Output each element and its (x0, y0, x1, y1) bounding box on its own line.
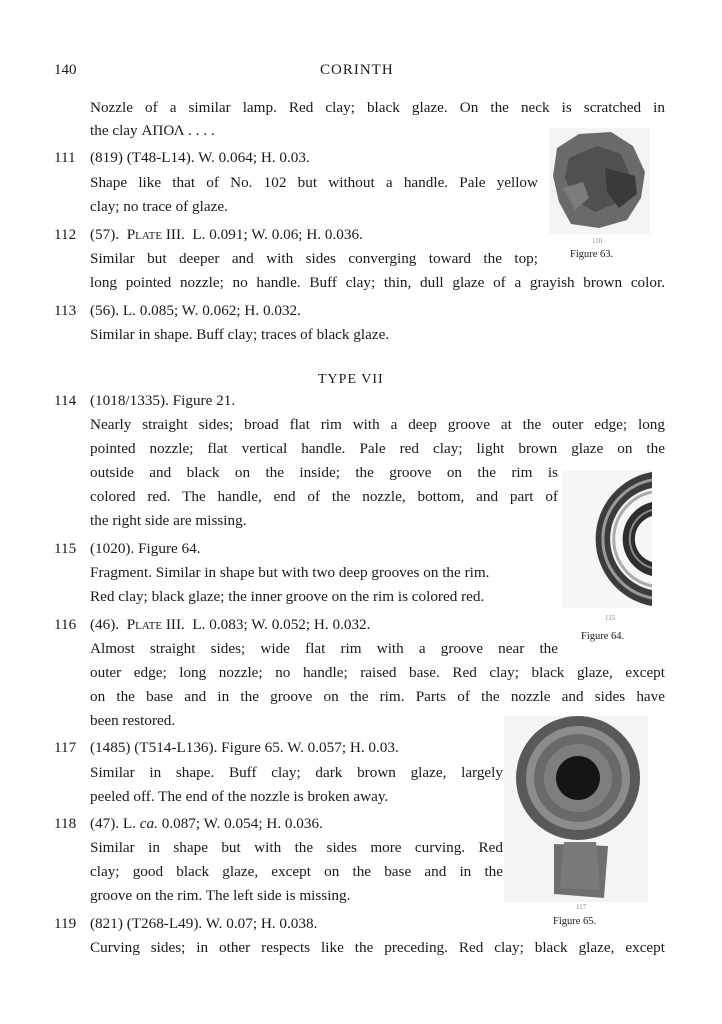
entry-number: 111 (54, 149, 76, 166)
entry-number: 112 (54, 226, 77, 243)
entry-line: long pointed nozzle; no handle. Buff clay; thin, dull glaze of a grayish brown color. (90, 274, 665, 291)
entry-line: pointed nozzle; flat vertical handle. Pale red clay; light brown glaze on the (90, 440, 665, 457)
entry-line: Almost straight sides; wide flat rim with a groove near the (90, 640, 558, 657)
figure-64-number: 115 (605, 614, 616, 622)
figure-63-number: 110 (592, 237, 603, 245)
entry-heading: (819) (T48-L14). W. 0.064; H. 0.03. (90, 149, 310, 166)
entry-line: clay; no trace of glaze. (90, 198, 228, 215)
entry-number: 116 (54, 616, 77, 633)
entry-line: Shape like that of No. 102 but without a handle. Pale yellow (90, 174, 538, 191)
entry-heading: (57). Plate III. L. 0.091; W. 0.06; H. 0.036. (90, 226, 363, 243)
figure-65-photo (504, 716, 648, 902)
entry-heading: (46). Plate III. L. 0.083; W. 0.052; H. 0.032. (90, 616, 371, 633)
entry-number: 113 (54, 302, 77, 319)
section-heading: TYPE VII (318, 372, 384, 387)
figure-64-caption: Figure 64. (581, 631, 625, 642)
entry-line: outer edge; long nozzle; no handle; raised base. Red clay; black glaze, except (90, 664, 665, 681)
entry-line: groove on the rim. The left side is missing. (90, 887, 351, 904)
entry-line: Red clay; black glaze; the inner groove on the rim is colored red. (90, 588, 485, 605)
entry-number: 118 (54, 815, 77, 832)
entry-line: Fragment. Similar in shape but with two deep grooves on the rim. (90, 564, 490, 581)
entry-line: Curving sides; in other respects like the preceding. Red clay; black glaze, except (90, 939, 665, 956)
entry-line: been restored. (90, 712, 176, 729)
entry-number: 117 (54, 739, 77, 756)
entry-number: 119 (54, 915, 77, 932)
entry-line: on the base and in the groove on the rim. Parts of the nozzle and sides have (90, 688, 665, 705)
entry-number: 114 (54, 392, 77, 409)
entry-heading: (1018/1335). Figure 21. (90, 392, 236, 409)
running-title: CORINTH (320, 62, 394, 78)
entry-heading: (1485) (T514-L136). Figure 65. W. 0.057; H. 0.03. (90, 739, 399, 756)
entry-line: clay; good black glaze, except on the base and in the (90, 863, 503, 880)
entry-heading: (1020). Figure 64. (90, 540, 201, 557)
entry-heading: (56). L. 0.085; W. 0.062; H. 0.032. (90, 302, 301, 319)
intro-line: the clay ΑΠΟΛ . . . . (90, 122, 215, 139)
entry-heading: (821) (T268-L49). W. 0.07; H. 0.038. (90, 915, 318, 932)
intro-line: Nozzle of a similar lamp. Red clay; black glaze. On the neck is scratched in (90, 99, 665, 116)
figure-64-photo (562, 470, 652, 608)
entry-heading: (47). L. ca. 0.087; W. 0.054; H. 0.036. (90, 815, 323, 832)
entry-line: Similar in shape but with the sides more curving. Red (90, 839, 503, 856)
page-number: 140 (54, 62, 77, 78)
entry-line: Similar in shape. Buff clay; traces of black glaze. (90, 326, 390, 343)
figure-63-caption: Figure 63. (570, 249, 614, 260)
entry-line: colored red. The handle, end of the nozzle, bottom, and part of (90, 488, 558, 505)
entry-line: outside and black on the inside; the groove on the rim is (90, 464, 558, 481)
entry-number: 115 (54, 540, 77, 557)
figure-65-number: 117 (576, 903, 587, 911)
figure-65-caption: Figure 65. (553, 916, 597, 927)
entry-line: Similar in shape. Buff clay; dark brown glaze, largely (90, 764, 503, 781)
entry-line: Similar but deeper and with sides converging toward the top; (90, 250, 538, 267)
entry-line: peeled off. The end of the nozzle is broken away. (90, 788, 389, 805)
entry-line: the right side are missing. (90, 512, 247, 529)
entry-line: Nearly straight sides; broad flat rim with a deep groove at the outer edge; long (90, 416, 665, 433)
figure-63-photo (549, 128, 650, 234)
